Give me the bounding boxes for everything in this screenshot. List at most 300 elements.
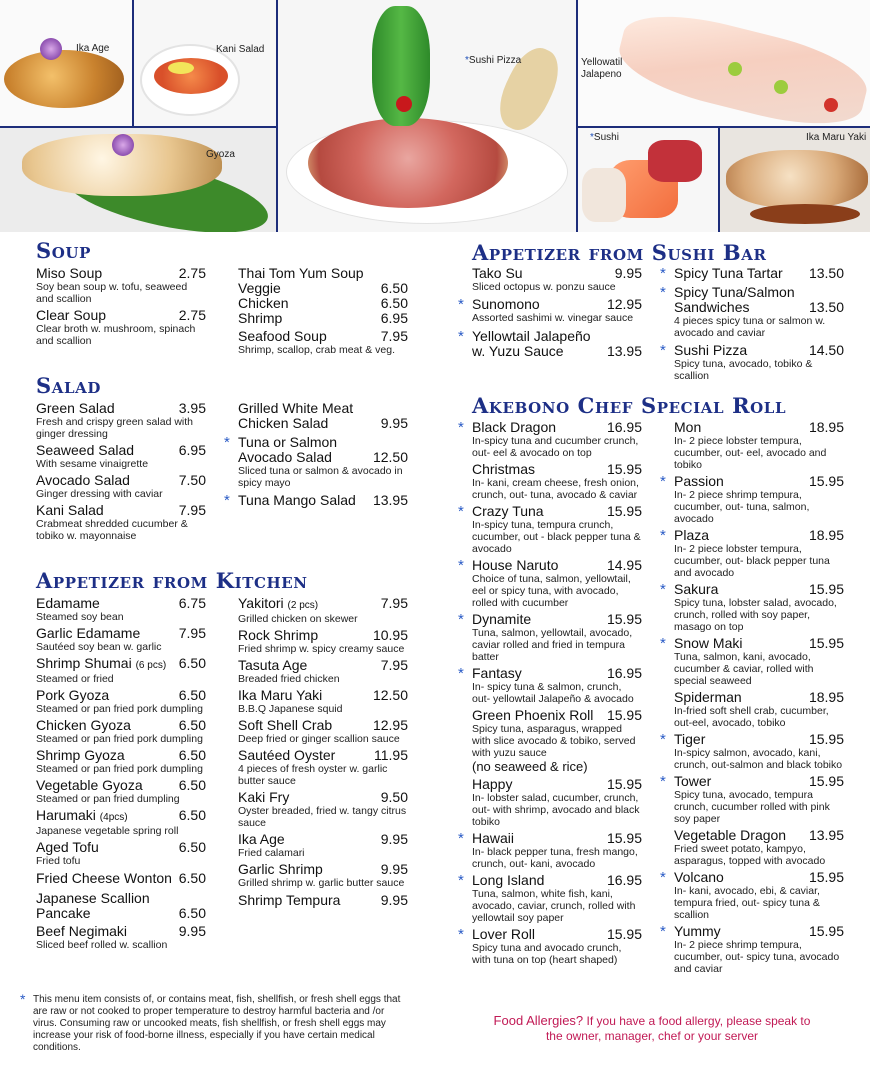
caption-sushi: *Sushi xyxy=(590,132,619,143)
item-name: Edamame xyxy=(36,595,100,611)
item-name: Beef Negimaki xyxy=(36,923,128,939)
item-name: Tasuta Age xyxy=(238,657,308,673)
item-name: Spicy Tuna/Salmon Sandwiches xyxy=(674,284,795,315)
item-price: 13.50 xyxy=(808,265,844,281)
item-name: Fried Cheese Wonton xyxy=(36,870,172,886)
menu-item xyxy=(660,635,844,687)
raw-warning-icon: * xyxy=(660,773,666,790)
item-price: 10.95 xyxy=(372,627,408,643)
item-desc: In-spicy tuna and cucumber crunch, out- eel & avocado on top xyxy=(472,435,639,459)
raw-warning-icon: * xyxy=(458,665,464,682)
item-price: 15.95 xyxy=(606,707,642,723)
menu-item xyxy=(472,266,642,293)
item-desc: Sliced tuna or salmon & avocado in spicy mayo xyxy=(238,465,403,489)
item-desc: Choice of tuna, salmon, yellowtail, eel or spicy tuna, with avocado, rolled with cucumber xyxy=(472,573,631,609)
item-desc: In- 2 piece shrimp tempura, cucumber, out- spicy tuna, avocado and caviar xyxy=(674,939,840,975)
caption-ika-maru: Ika Maru Yaki xyxy=(806,132,867,143)
menu-item xyxy=(36,891,206,921)
menu-item xyxy=(36,266,206,305)
item-desc: In- 2 piece lobster tempura, cucumber, out- eel, avocado and tobiko xyxy=(674,435,827,471)
item-price: 15.95 xyxy=(808,635,844,651)
menu-item xyxy=(224,434,408,489)
item-price: 18.95 xyxy=(808,527,844,543)
menu-item xyxy=(458,419,642,459)
menu-item xyxy=(660,473,844,525)
menu-item xyxy=(674,690,844,729)
item-desc: Grilled chicken on skewer xyxy=(238,613,358,625)
item-desc: Soy bean soup w. tofu, seaweed and scallion xyxy=(36,281,188,305)
menu-item xyxy=(660,731,844,771)
item-price: 14.95 xyxy=(606,557,642,573)
item-desc: Steamed or fried xyxy=(36,673,114,685)
kitchen-right-column xyxy=(238,596,408,911)
item-price: 6.50 xyxy=(178,655,206,671)
raw-warning-icon: * xyxy=(458,926,464,943)
footnote-text: This menu item consists of, or contains meat, fish, shellfish, or fresh shell eggs that are raw or not cooked to proper temperature to destroy harmful bacteria and /or virus. Consuming raw or uncooked meats, fish shellfish, or fresh shell eggs may increase your risk of food-borne illness, especially if you have certain medical conditions. xyxy=(33,994,401,1053)
sauce-dot-icon xyxy=(824,98,838,112)
item-desc: Tuna, salmon, kani, avocado, cucumber & caviar, rolled with special seaweed xyxy=(674,651,814,687)
raw-warning-icon: * xyxy=(458,419,464,436)
item-name: Aged Tofu xyxy=(36,839,99,855)
item-price: 15.95 xyxy=(606,461,642,477)
footnote xyxy=(20,991,410,1054)
menu-item xyxy=(238,401,408,431)
jalapeno-icon xyxy=(728,62,742,76)
item-price: 12.95 xyxy=(606,296,642,312)
raw-warning-icon: * xyxy=(458,557,464,574)
item-name: Long Island xyxy=(472,872,545,888)
squid-icon xyxy=(726,150,868,208)
item-name: Spicy Tuna Tartar xyxy=(674,265,783,281)
item-name: Seaweed Salad xyxy=(36,442,135,458)
item-portion: (6 pcs) xyxy=(135,660,167,671)
item-name: Shrimp Tempura xyxy=(238,892,341,908)
item-name: Tako Su xyxy=(472,265,523,281)
section-title-special-roll: Akebono Chef Special Roll xyxy=(472,393,787,418)
item-price: 6.50 xyxy=(178,777,206,793)
item-price: 15.95 xyxy=(808,773,844,789)
item-price: 12.95 xyxy=(372,717,408,733)
fish-icon xyxy=(582,168,626,222)
menu-item xyxy=(660,773,844,825)
item-name: Seafood Soup xyxy=(238,328,327,344)
item-desc: In- kani, cream cheese, fresh onion, crunch, out- tuna, avocado & caviar xyxy=(472,477,639,501)
item-price: 2.75 xyxy=(178,265,206,281)
item-price: 6.50 xyxy=(178,905,206,921)
item-name: Yakitori xyxy=(238,595,284,611)
item-desc: In- 2 piece lobster tempura, cucumber, out- black pepper tuna and avocado xyxy=(674,543,830,579)
item-name: Ika Maru Yaki xyxy=(238,687,323,703)
menu-item xyxy=(660,869,844,921)
item-name: Kaki Fry xyxy=(238,789,290,805)
item-name: Christmas xyxy=(472,461,536,477)
menu-item xyxy=(238,893,408,908)
item-price: 15.95 xyxy=(808,581,844,597)
photo-sushi-pizza xyxy=(278,0,576,232)
option-price: 6.50 xyxy=(380,295,408,311)
caption-gyoza: Gyoza xyxy=(206,149,235,160)
item-desc: Fried tofu xyxy=(36,855,81,867)
item-desc: In- black pepper tuna, fresh mango, crunch, out- kani, avocado xyxy=(472,846,638,870)
option-price: 6.50 xyxy=(380,280,408,296)
item-price: 6.50 xyxy=(178,807,206,823)
menu-item xyxy=(660,923,844,975)
item-desc: Oyster breaded, fried w. tangy citrus sauce xyxy=(238,805,407,829)
item-price: 15.95 xyxy=(808,731,844,747)
menu-item xyxy=(238,658,408,685)
item-price: 7.95 xyxy=(380,328,408,344)
menu-item xyxy=(458,830,642,870)
menu-item xyxy=(238,596,408,625)
menu-item xyxy=(224,492,408,509)
kitchen-left-column xyxy=(36,596,206,954)
section-title-soup: Soup xyxy=(36,238,91,263)
photo-kani-salad xyxy=(134,0,276,126)
item-price: 13.95 xyxy=(606,343,642,359)
item-name: Yummy xyxy=(674,923,721,939)
item-price: 9.95 xyxy=(380,892,408,908)
menu-item xyxy=(36,840,206,867)
item-desc: Spicy tuna, avocado, tempura crunch, cucumber rolled with pink soy paper xyxy=(674,789,830,825)
raw-warning-icon: * xyxy=(660,635,666,652)
menu-item xyxy=(36,503,206,542)
calamari-icon xyxy=(4,50,124,108)
item-name: Vegetable Dragon xyxy=(674,827,787,843)
item-name: Sushi Pizza xyxy=(674,342,748,358)
item-price: 13.95 xyxy=(808,827,844,843)
item-name: Yellowtail Jalapeño w. Yuzu Sauce xyxy=(472,328,591,359)
item-price: 15.95 xyxy=(606,776,642,792)
item-desc: Fried shrimp w. spicy creamy sauce xyxy=(238,643,405,655)
menu-item xyxy=(36,443,206,470)
special-right-column xyxy=(660,419,844,978)
photo-sushi xyxy=(578,128,718,232)
photo-gyoza xyxy=(0,128,276,232)
item-price: 9.95 xyxy=(614,265,642,281)
item-desc: Spicy tuna, avocado, tobiko & scallion xyxy=(674,358,813,382)
item-price: 3.95 xyxy=(178,400,206,416)
item-name: Shrimp Gyoza xyxy=(36,747,125,763)
item-name: Happy xyxy=(472,776,513,792)
raw-warning-icon: * xyxy=(660,869,666,886)
menu-item xyxy=(36,871,206,886)
menu-item xyxy=(660,342,844,382)
caption-kani-salad: Kani Salad xyxy=(216,44,265,55)
item-price: 7.50 xyxy=(178,472,206,488)
flower-icon xyxy=(112,134,134,156)
item-price: 15.95 xyxy=(606,830,642,846)
item-price: 6.50 xyxy=(178,839,206,855)
item-price: 16.95 xyxy=(606,872,642,888)
item-name: Snow Maki xyxy=(674,635,743,651)
item-name: Garlic Shrimp xyxy=(238,861,323,877)
menu-item xyxy=(238,688,408,715)
item-desc: In- spicy tuna & salmon, crunch, out- yellowtail Jalapeño & avocado xyxy=(472,681,634,705)
item-name: Hawaii xyxy=(472,830,515,846)
item-price: 7.95 xyxy=(380,657,408,673)
menu-item xyxy=(36,626,206,653)
item-name: Grilled White Meat Chicken Salad xyxy=(238,400,354,431)
option-name: Shrimp xyxy=(238,310,283,326)
menu-item xyxy=(238,329,408,356)
item-price: 7.95 xyxy=(178,502,206,518)
item-name: Pork Gyoza xyxy=(36,687,110,703)
item-name: Tiger xyxy=(674,731,706,747)
option-price: 6.95 xyxy=(380,310,408,326)
item-price: 9.95 xyxy=(380,415,408,431)
raw-warning-icon: * xyxy=(660,265,666,282)
menu-item xyxy=(36,808,206,837)
menu-item xyxy=(660,581,844,633)
item-name: Tower xyxy=(674,773,712,789)
raw-warning-icon: * xyxy=(224,492,230,509)
photo-banner xyxy=(0,0,870,232)
menu-item xyxy=(458,872,642,924)
item-desc: Spicy tuna and avocado crunch, with tuna on top (heart shaped) xyxy=(472,942,622,966)
item-desc: With sesame vinaigrette xyxy=(36,458,149,470)
item-name: Chicken Gyoza xyxy=(36,717,131,733)
item-price: 18.95 xyxy=(808,419,844,435)
menu-item xyxy=(458,328,642,359)
item-portion: (2 pcs) xyxy=(287,600,319,611)
item-name: Black Dragon xyxy=(472,419,557,435)
menu-item xyxy=(36,596,206,623)
menu-item xyxy=(238,862,408,889)
item-price: 9.95 xyxy=(178,923,206,939)
menu-item xyxy=(660,527,844,579)
item-name: Passion xyxy=(674,473,724,489)
item-name: Plaza xyxy=(674,527,710,543)
item-desc: Ginger dressing with caviar xyxy=(36,488,163,500)
item-desc: Tuna, salmon, yellowtail, avocado, caviar rolled and fried in tempura batter xyxy=(472,627,633,663)
item-desc: In-fried soft shell crab, cucumber, out-eel, avocado, tobiko xyxy=(674,705,829,729)
item-desc: Steamed or pan fried pork dumpling xyxy=(36,703,203,715)
item-desc: Fresh and crispy green salad with ginger dressing xyxy=(36,416,193,440)
item-price: 13.50 xyxy=(808,299,844,315)
item-desc: 4 pieces spicy tuna or salmon w. avocado and caviar xyxy=(674,315,826,339)
lemon-icon xyxy=(168,62,194,74)
menu-item xyxy=(36,308,206,347)
item-name: Shrimp Shumai xyxy=(36,655,132,671)
menu-item xyxy=(458,557,642,609)
soup-right-column xyxy=(238,266,408,359)
raw-warning-icon: * xyxy=(458,611,464,628)
raw-warning-icon: * xyxy=(660,581,666,598)
raw-warning-icon: * xyxy=(660,473,666,490)
sauce-icon xyxy=(750,204,860,224)
item-desc: Fried calamari xyxy=(238,847,305,859)
tuna-icon xyxy=(648,140,702,182)
item-price: 12.50 xyxy=(372,687,408,703)
menu-item xyxy=(472,462,642,501)
jalapeno-icon xyxy=(774,80,788,94)
salad-right-column xyxy=(224,400,408,511)
item-portion: (4pcs) xyxy=(99,812,128,823)
item-price: 12.50 xyxy=(372,449,408,465)
caption-ika-age: Ika Age xyxy=(76,43,110,54)
item-name: Fantasy xyxy=(472,665,522,681)
item-desc: Crabmeat shredded cucumber & tobiko w. mayonnaise xyxy=(36,518,188,542)
item-desc: In- 2 piece shrimp tempura, cucumber, out- tuna, salmon, avocado xyxy=(674,489,810,525)
item-name: Volcano xyxy=(674,869,724,885)
item-name: Crazy Tuna xyxy=(472,503,544,519)
option-name: Chicken xyxy=(238,295,289,311)
item-name: Kani Salad xyxy=(36,502,104,518)
item-price: 15.95 xyxy=(808,473,844,489)
item-name: Lover Roll xyxy=(472,926,536,942)
raw-warning-icon: * xyxy=(458,872,464,889)
menu-item xyxy=(238,748,408,787)
item-name: Clear Soup xyxy=(36,307,107,323)
option-name: Veggie xyxy=(238,280,281,296)
menu-item xyxy=(36,688,206,715)
item-price: 7.95 xyxy=(178,625,206,641)
item-desc: Assorted sashimi w. vinegar sauce xyxy=(472,312,634,324)
item-price: 6.50 xyxy=(178,747,206,763)
item-desc: Fried sweet potato, kampyo, asparagus, topped with avocado xyxy=(674,843,826,867)
item-name: Sakura xyxy=(674,581,719,597)
allergy-lead: Food Allergies? xyxy=(493,1013,584,1028)
item-price: 13.95 xyxy=(372,492,408,508)
berry-icon xyxy=(396,96,412,112)
item-name: House Naruto xyxy=(472,557,559,573)
item-desc: In- lobster salad, cucumber, crunch, out- with shrimp, avocado and black tobiko xyxy=(472,792,640,828)
item-desc: In-spicy tuna, tempura crunch, cucumber, out - black pepper tuna & avocado xyxy=(472,519,641,555)
soup-left-column xyxy=(36,266,206,350)
menu-item xyxy=(660,284,844,339)
item-price: 15.95 xyxy=(606,503,642,519)
item-name: Dynamite xyxy=(472,611,532,627)
item-desc: Clear broth w. mushroom, spinach and scallion xyxy=(36,323,196,347)
item-price: 15.95 xyxy=(606,611,642,627)
item-price: 6.95 xyxy=(178,442,206,458)
allergy-notice xyxy=(486,1013,818,1044)
item-desc: B.B.Q Japanese squid xyxy=(238,703,343,715)
item-name: Vegetable Gyoza xyxy=(36,777,143,793)
caption-yellowtail: Yellowatil Jalapeno xyxy=(581,57,623,80)
item-name: Harumaki xyxy=(36,807,96,823)
section-title-salad: Salad xyxy=(36,373,101,398)
item-desc: 4 pieces of fresh oyster w. garlic butter sauce xyxy=(238,763,388,787)
item-name: Garlic Edamame xyxy=(36,625,141,641)
item-name: Ika Age xyxy=(238,831,285,847)
item-price: 2.75 xyxy=(178,307,206,323)
item-price: 15.95 xyxy=(808,923,844,939)
item-price: 9.95 xyxy=(380,831,408,847)
item-desc: Spicy tuna, lobster salad, avocado, crunch, rolled with soy paper, masago on top xyxy=(674,597,837,633)
special-left-column xyxy=(458,419,642,969)
item-desc: Sliced octopus w. ponzu sauce xyxy=(472,281,616,293)
menu-item xyxy=(458,296,642,324)
photo-ika-maru xyxy=(720,128,870,232)
item-desc: Spicy tuna, asparagus, wrapped with slice avocado & tobiko, served with yuzu sauce xyxy=(472,723,636,759)
item-desc: Steamed or pan fried pork dumpling xyxy=(36,733,203,745)
item-desc: In-spicy salmon, avocado, kani, crunch, out-salmon and black tobiko xyxy=(674,747,843,771)
menu-item xyxy=(238,718,408,745)
item-desc: Breaded fried chicken xyxy=(238,673,340,685)
item-name: Sunomono xyxy=(472,296,540,312)
item-price: 14.50 xyxy=(808,342,844,358)
allergy-text: If you have a food allergy, please speak to the owner, manager, chef or your server xyxy=(545,1014,811,1043)
item-note: (no seaweed & rice) xyxy=(472,759,588,774)
item-name: Tuna Mango Salad xyxy=(238,492,356,508)
pizza-icon xyxy=(308,118,508,208)
photo-ika-age xyxy=(0,0,132,126)
menu-item xyxy=(36,778,206,805)
item-desc: Steamed or pan fried pork dumpling xyxy=(36,763,203,775)
caption-sushi-pizza: *Sushi Pizza xyxy=(465,55,522,66)
item-price: 9.95 xyxy=(380,861,408,877)
menu-item xyxy=(458,665,642,705)
menu-item xyxy=(238,266,408,326)
item-price: 6.50 xyxy=(178,717,206,733)
menu-item xyxy=(36,924,206,951)
menu-item xyxy=(458,503,642,555)
raw-warning-icon: * xyxy=(458,830,464,847)
menu-item xyxy=(674,828,844,867)
photo-yellowtail xyxy=(578,0,870,126)
section-title-kitchen: Appetizer from Kitchen xyxy=(36,568,308,593)
item-desc: Steamed soy bean xyxy=(36,611,124,623)
item-name: Soft Shell Crab xyxy=(238,717,333,733)
item-name: Miso Soup xyxy=(36,265,103,281)
menu-item xyxy=(238,628,408,655)
item-desc: In- kani, avocado, ebi, & caviar, tempura fried, out- spicy tuna & scallion xyxy=(674,885,820,921)
item-name: Mon xyxy=(674,419,702,435)
item-name: Thai Tom Yum Soup xyxy=(238,265,364,281)
footnote-star-icon: * xyxy=(20,991,26,1007)
menu-item xyxy=(36,718,206,745)
raw-warning-icon: * xyxy=(660,342,666,359)
item-desc: Steamed or pan fried dumpling xyxy=(36,793,180,805)
item-price: 6.50 xyxy=(178,870,206,886)
item-desc: Japanese vegetable spring roll xyxy=(36,825,179,837)
item-price: 11.95 xyxy=(374,747,408,763)
item-name: Rock Shrimp xyxy=(238,627,319,643)
salad-left-column xyxy=(36,401,206,545)
raw-warning-icon: * xyxy=(660,284,666,301)
item-price: 15.95 xyxy=(606,926,642,942)
menu-item xyxy=(472,777,642,828)
item-name: Sautéed Oyster xyxy=(238,747,336,763)
raw-warning-icon: * xyxy=(224,434,230,451)
menu-item xyxy=(660,265,844,282)
item-price: 7.95 xyxy=(380,595,408,611)
sushi-bar-right-column xyxy=(660,265,844,385)
item-price: 16.95 xyxy=(606,419,642,435)
raw-warning-icon: * xyxy=(660,527,666,544)
item-name: Green Salad xyxy=(36,400,115,416)
menu-item xyxy=(36,656,206,685)
item-price: 6.75 xyxy=(178,595,206,611)
item-desc: Deep fried or ginger scallion sauce xyxy=(238,733,400,745)
menu-item xyxy=(36,473,206,500)
raw-warning-icon: * xyxy=(660,923,666,940)
item-price: 18.95 xyxy=(808,689,844,705)
menu-item xyxy=(36,401,206,440)
raw-warning-icon: * xyxy=(458,503,464,520)
menu-item xyxy=(472,708,642,774)
item-price: 15.95 xyxy=(808,869,844,885)
item-name: Japanese Scallion Pancake xyxy=(36,890,150,921)
item-price: 9.50 xyxy=(380,789,408,805)
menu-item xyxy=(36,748,206,775)
menu-item xyxy=(674,420,844,471)
item-desc: Tuna, salmon, white fish, kani, avocado, caviar, crunch, rolled with yellowtail soy paper xyxy=(472,888,636,924)
raw-warning-icon: * xyxy=(458,296,464,313)
item-price: 6.50 xyxy=(178,687,206,703)
item-desc: Sliced beef rolled w. scallion xyxy=(36,939,168,951)
